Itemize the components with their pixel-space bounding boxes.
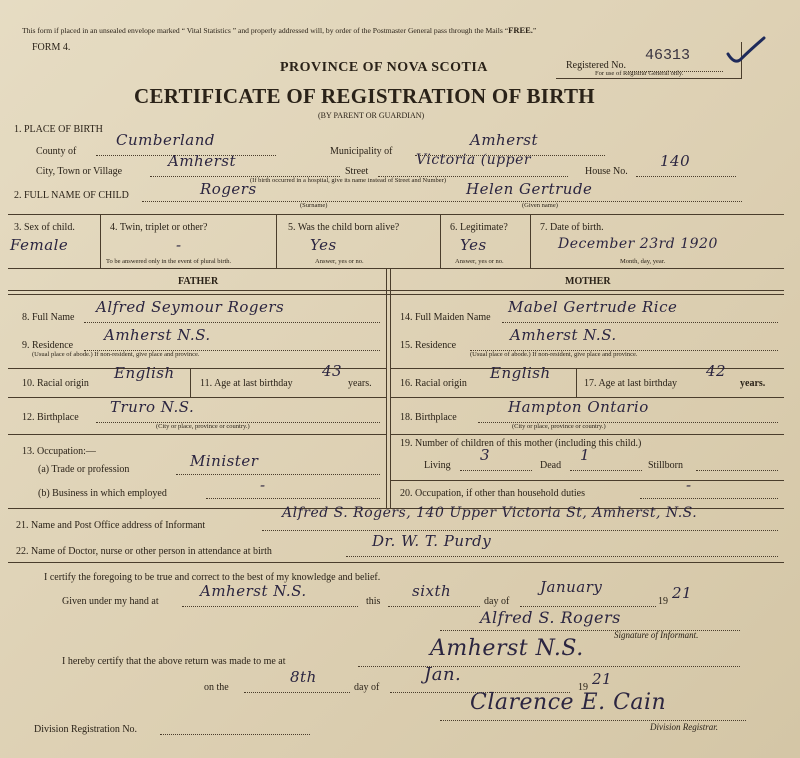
certification-divider [8, 562, 784, 563]
return-day-line [244, 692, 350, 693]
father-heading: FATHER [178, 276, 219, 287]
father-name-label: 8. Full Name [22, 312, 75, 323]
father-bp-top [8, 397, 386, 398]
county-value: Cumberland [116, 131, 216, 149]
mother-name-value: Mabel Gertrude Rice [508, 298, 678, 316]
sex-value: Female [10, 236, 69, 254]
father-birthplace-label: 12. Birthplace [22, 412, 79, 423]
father-birthplace-note: (City or place, province or country.) [156, 423, 250, 430]
mother-age-label: 17. Age at last birthday [584, 378, 678, 389]
certificate-subtitle: (BY PARENT OR GUARDIAN) [318, 111, 425, 120]
house-label: House No. [585, 166, 628, 177]
surname-caption: (Surname) [300, 202, 328, 209]
father-years: years. [348, 378, 372, 389]
given-month-line [520, 606, 656, 607]
father-age-label: 11. Age at last birthday [200, 378, 293, 389]
informant-label: 21. Name and Post Office address of Informant [16, 520, 206, 531]
certify-statement: I certify the foregoing to be true and correct to the best of my knowledge and belief. [44, 572, 381, 583]
this-label: this [366, 596, 381, 607]
father-age-divider [190, 368, 191, 397]
mother-residence-note: (Usual place of abode.) If non-resident, give place and province. [470, 351, 638, 358]
father-residence-value: Amherst N.S. [104, 326, 211, 344]
form-number: FORM 4. [32, 42, 71, 53]
registered-label: Registered No. [566, 60, 626, 71]
mother-racial-label: 16. Racial origin [400, 378, 467, 389]
row3-div-3 [440, 214, 441, 268]
mother-name-line [502, 322, 778, 323]
doctor-value: Dr. W. T. Purdy [372, 532, 492, 550]
given-day-line [388, 606, 480, 607]
father-business-value: - [260, 476, 266, 494]
mother-occupation-line [640, 498, 778, 499]
dob-note: Month, day, year. [620, 258, 666, 265]
mother-age-divider [576, 368, 577, 397]
mother-residence-value: Amherst N.S. [510, 326, 617, 344]
father-trade-label: (a) Trade or profession [38, 464, 130, 475]
province-heading: PROVINCE OF NOVA SCOTIA [280, 60, 488, 75]
father-age-value: 43 [322, 362, 343, 380]
county-label: County of [36, 146, 77, 157]
given-caption: (Given name) [522, 202, 558, 209]
informant-signature: Alfred S. Rogers [480, 608, 621, 627]
division-registration-line [160, 734, 310, 735]
row3-div-4 [530, 214, 531, 268]
father-business-label: (b) Business in which employed [38, 488, 167, 499]
street-label: Street [345, 166, 369, 177]
legitimate-label: 6. Legitimate? [450, 222, 508, 233]
dead-label: Dead [540, 460, 562, 471]
mother-birthplace-note: (City or place, province or country.) [512, 423, 606, 430]
living-line [460, 470, 532, 471]
child-name-line [142, 201, 742, 202]
mother-racial-value: English [490, 364, 551, 382]
mother-occ-top [390, 480, 784, 481]
informant-value: Alfred S. Rogers, 140 Upper Victoria St, Amherst, N.S. [282, 505, 698, 521]
father-racial-value: English [114, 364, 175, 382]
row3-div-2 [276, 214, 277, 268]
mother-birthplace-label: 18. Birthplace [400, 412, 457, 423]
legitimate-note: Answer, yes or no. [455, 258, 504, 265]
registrar-signature-line [440, 720, 746, 721]
father-trade-value: Minister [190, 452, 259, 470]
doctor-label: 22. Name of Doctor, nurse or other person in attendance at birth [16, 546, 272, 557]
sex-label: 3. Sex of child. [14, 222, 75, 233]
dead-line [570, 470, 642, 471]
twin-note: To be answered only in the event of plural birth. [106, 258, 232, 265]
city-label: City, Town or Village [36, 166, 123, 177]
postal-notice-free: FREE. [508, 25, 533, 35]
municipality-label: Municipality of [330, 146, 393, 157]
mother-birthplace-value: Hampton Ontario [508, 398, 649, 416]
doctor-line [346, 556, 778, 557]
row3-top-border [8, 214, 784, 215]
mother-residence-label: 15. Residence [400, 340, 457, 351]
dob-label: 7. Date of birth. [540, 222, 604, 233]
registered-box-bottom [556, 78, 742, 79]
mother-years: years. [740, 378, 766, 389]
father-name-line [84, 322, 380, 323]
mother-occupation-label: 20. Occupation, if other than household duties [400, 488, 585, 499]
return-certify-statement: I hereby certify that the above return was made to me at [62, 656, 286, 667]
legitimate-value: Yes [460, 236, 487, 254]
father-birthplace-value: Truro N.S. [110, 398, 195, 416]
return-on-label: on the [204, 682, 229, 693]
living-label: Living [424, 460, 451, 471]
house-value: 140 [660, 152, 691, 170]
stillborn-line [696, 470, 778, 471]
child-name-label: 2. FULL NAME OF CHILD [14, 190, 129, 201]
alive-note: Answer, yes or no. [315, 258, 364, 265]
place-of-birth-heading: 1. PLACE OF BIRTH [14, 124, 103, 135]
dob-value: December 23rd 1920 [558, 236, 718, 252]
mother-children-label: 19. Number of children of this mother (including this child.) [400, 438, 642, 449]
registered-number: 46313 [645, 47, 691, 64]
postal-notice-text: This form if placed in an unsealed envelope marked “ Vital Statistics ” and properly addressed will, by order of the Postmaster General pass through the Mails “ [22, 26, 509, 35]
mother-children-top [390, 434, 784, 435]
row3-div-1 [100, 214, 101, 268]
father-residence-label: 9. Residence [22, 340, 74, 351]
hospital-note: (If birth occurred in a hospital, give its name instead of Street and Number) [250, 177, 447, 184]
return-day-of-label: day of [354, 682, 380, 693]
alive-label: 5. Was the child born alive? [288, 222, 400, 233]
father-name-value: Alfred Seymour Rogers [96, 298, 285, 316]
certificate-title: CERTIFICATE OF REGISTRATION OF BIRTH [134, 84, 595, 108]
parents-top-border [8, 290, 784, 295]
twin-value: - [176, 236, 182, 254]
child-surname: Rogers [200, 180, 257, 198]
given-under-label: Given under my hand at [62, 596, 159, 607]
return-place-line [358, 666, 740, 667]
informant-line [262, 530, 778, 531]
city-value: Amherst [168, 152, 236, 170]
given-place-line [182, 606, 358, 607]
municipality-value: Amherst [470, 131, 538, 149]
given-day-value: sixth [412, 582, 452, 600]
checkmark-icon [722, 30, 770, 70]
row3-bottom-border [8, 268, 784, 269]
father-residence-note: (Usual place of abode.) If non-resident, give place and province. [32, 351, 200, 358]
given-month-value: January [540, 578, 603, 596]
house-line [636, 176, 736, 177]
living-value: 3 [480, 446, 491, 464]
given-place-value: Amherst N.S. [200, 582, 307, 600]
registrar-caption: Division Registrar. [650, 722, 719, 732]
registrar-signature: Clarence E. Cain [470, 690, 667, 715]
parents-center-divider [386, 268, 391, 508]
division-registration-label: Division Registration No. [34, 724, 138, 735]
child-given-name: Helen Gertrude [466, 180, 593, 198]
mother-age-value: 42 [706, 362, 727, 380]
registrar-use-note: For use of Registrar General only. [595, 70, 684, 77]
given-day-of-label: day of [484, 596, 510, 607]
street-value: Victoria (upper [416, 152, 532, 168]
father-business-line [206, 498, 380, 499]
return-year-value: 21 [592, 670, 613, 688]
mother-heading: MOTHER [565, 276, 611, 287]
stillborn-label: Stillborn [648, 460, 684, 471]
dead-value: 1 [580, 446, 591, 464]
return-day-value: 8th [290, 668, 317, 686]
father-trade-line [176, 474, 380, 475]
return-year-prefix: 19 [578, 682, 588, 693]
return-place-value: Amherst N.S. [430, 636, 584, 661]
postal-notice [22, 25, 536, 35]
twin-label: 4. Twin, triplet or other? [110, 222, 208, 233]
mother-name-label: 14. Full Maiden Name [400, 312, 491, 323]
postal-notice-close: ” [532, 26, 537, 35]
signature-caption: Signature of Informant. [614, 630, 699, 640]
mother-occupation-value: - [686, 476, 692, 494]
given-year-value: 21 [672, 584, 693, 602]
return-month-value: Jan. [424, 664, 462, 685]
given-year-prefix: 19 [658, 596, 668, 607]
father-occupation-label: 13. Occupation:— [22, 446, 96, 457]
father-occ-top [8, 434, 386, 435]
alive-value: Yes [310, 236, 337, 254]
father-racial-label: 10. Racial origin [22, 378, 89, 389]
